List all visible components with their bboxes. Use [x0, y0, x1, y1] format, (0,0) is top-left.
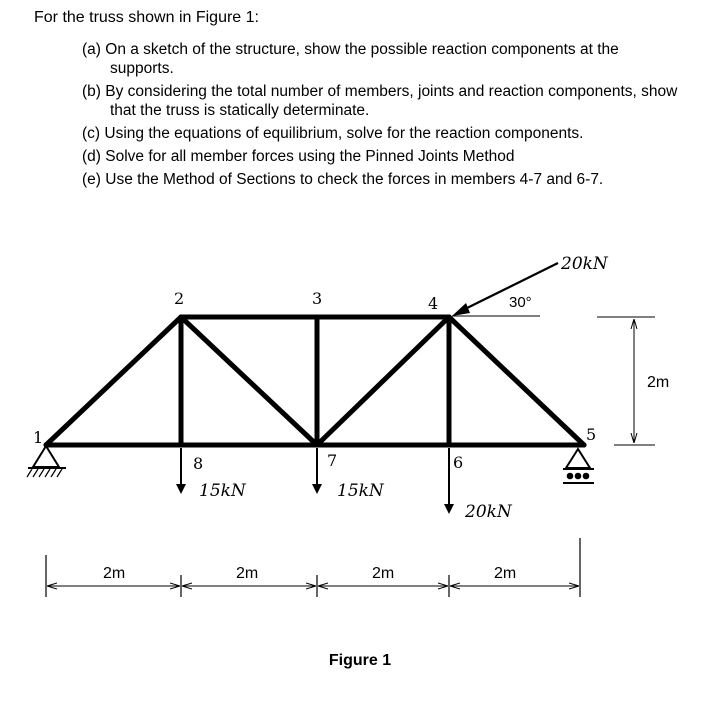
problem-intro: For the truss shown in Figure 1:	[34, 9, 259, 26]
truss-members	[46, 317, 584, 445]
height-dimension	[597, 317, 669, 445]
height-dimension-label: 2m	[647, 374, 670, 391]
member-4-5	[449, 317, 584, 445]
load-label-node-6: 20kN	[465, 502, 512, 522]
node-label-1: 1	[33, 428, 44, 447]
node-label-3: 3	[312, 289, 323, 308]
part-d-text: Solve for all member forces using the Pinned Joints Method	[105, 148, 515, 165]
inclined-load	[452, 263, 558, 316]
load-label-node-7: 15kN	[337, 481, 384, 501]
node-label-7: 7	[327, 451, 338, 470]
pin-support	[27, 446, 66, 477]
part-d-marker: (d)	[82, 148, 101, 165]
part-a-text: On a sketch of the structure, show the possible reaction components at the supports.	[105, 41, 619, 77]
part-c-marker: (c)	[82, 125, 101, 142]
part-e-text: Use the Method of Sections to check the forces in members 4-7 and 6-7.	[105, 171, 604, 188]
node-label-4: 4	[428, 294, 439, 313]
span-label-4: 2m	[494, 565, 517, 582]
load-arrowhead-node-6	[444, 504, 454, 514]
span-dimensions	[46, 538, 580, 597]
part-b-marker: (b)	[82, 83, 101, 100]
node-label-8: 8	[193, 454, 204, 473]
node-label-5: 5	[586, 425, 597, 444]
figure-caption: Figure 1	[328, 652, 392, 669]
span-label-2: 2m	[236, 565, 259, 582]
inclined-load-label: 20kN	[561, 254, 608, 274]
span-label-3: 2m	[372, 565, 395, 582]
span-label-1: 2m	[103, 565, 126, 582]
part-a-marker: (a)	[82, 41, 101, 58]
part-b-text: By considering the total number of members, joints and reaction components, show that the truss is statically determinate.	[105, 83, 678, 119]
member-1-2	[46, 317, 181, 445]
inclined-load-arrowhead	[452, 303, 470, 316]
part-e-marker: (e)	[82, 171, 101, 188]
member-2-7	[181, 317, 317, 445]
node-label-6: 6	[453, 453, 464, 472]
load-arrowhead-node-7	[312, 484, 322, 494]
node-label-2: 2	[174, 289, 185, 308]
inclined-load-angle: 30°	[509, 294, 532, 311]
roller-support	[563, 449, 594, 483]
member-7-4	[317, 317, 449, 445]
load-arrowhead-node-8	[176, 484, 186, 494]
part-c-text: Using the equations of equilibrium, solve for the reaction components.	[104, 125, 584, 142]
load-label-node-8: 15kN	[199, 481, 246, 501]
